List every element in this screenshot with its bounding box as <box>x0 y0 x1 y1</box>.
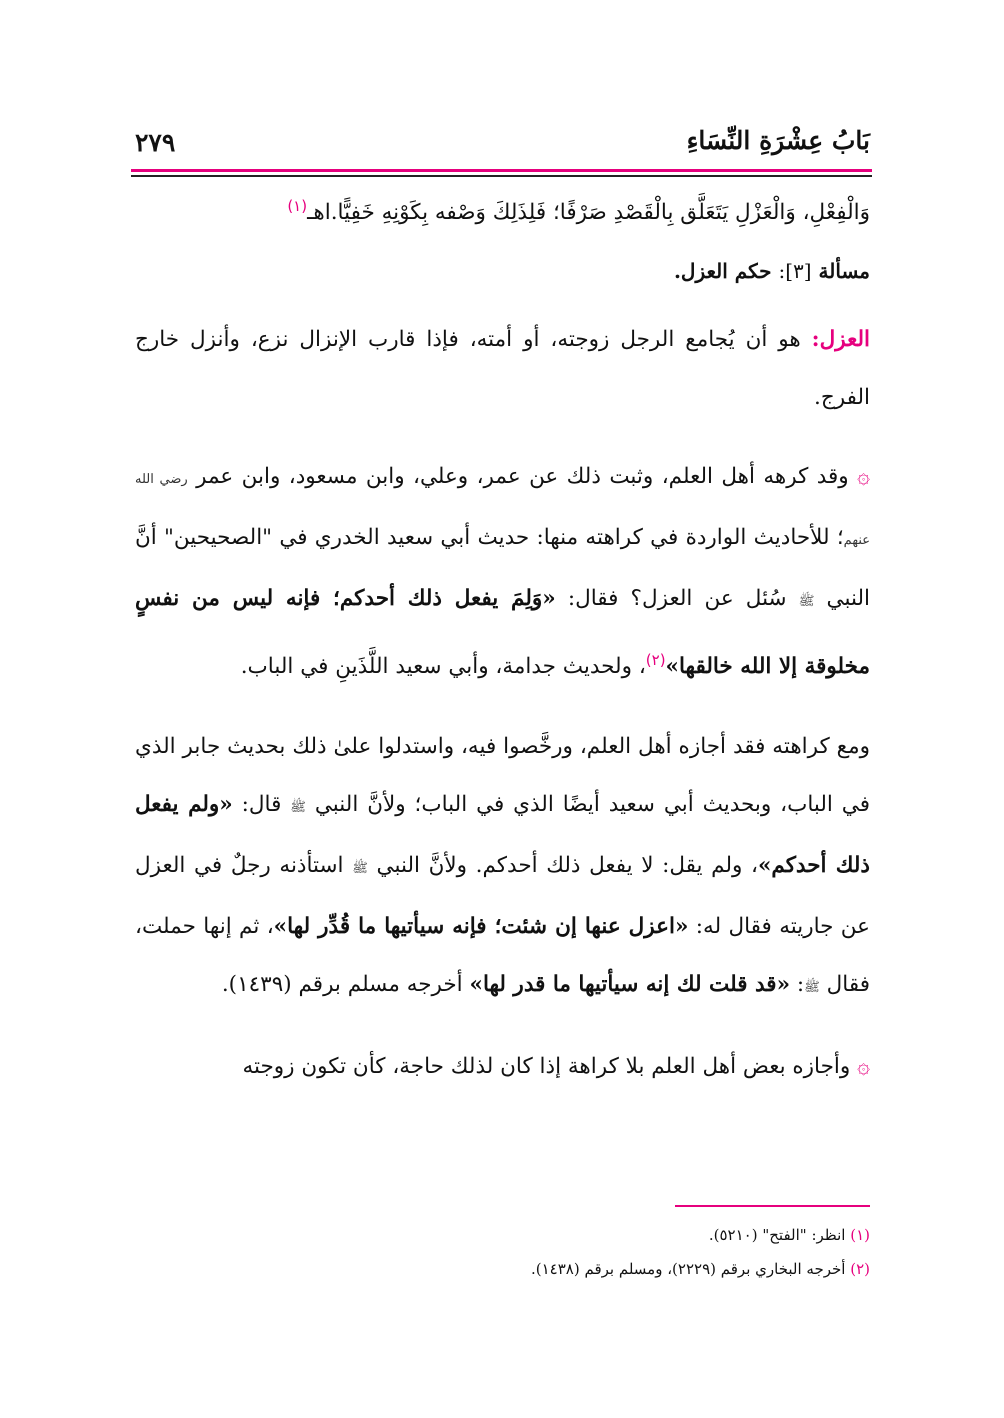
footnote-separator <box>675 1205 870 1207</box>
issue-heading <box>135 253 870 289</box>
footnote-text: انظر: "الفتح" (٥٢١٠). <box>708 1226 846 1244</box>
issue-title: حكم العزل. <box>673 259 772 284</box>
page-header <box>135 124 870 164</box>
hadith-quote: «اعزل عنها إن شئت؛ فإنه سيأتيها ما قُدِّر لها» <box>273 913 689 939</box>
intro-line <box>135 180 870 239</box>
flower-ornament-icon: ۞ <box>857 1054 870 1080</box>
footnote-2 <box>135 1252 870 1286</box>
page-body <box>135 180 870 1114</box>
paragraph-need <box>135 1038 870 1096</box>
footnote-number: (١) <box>850 1226 870 1244</box>
definition-paragraph <box>135 311 870 427</box>
para2-text1: وقد كرهه أهل العلم، وثبت ذلك عن عمر، وعلي، وابن مسعود، وابن عمر <box>196 464 849 490</box>
footnotes <box>135 1218 870 1286</box>
header-rule-black <box>131 175 872 177</box>
footnote-number: (٢) <box>850 1260 870 1278</box>
paragraph-permission <box>135 718 870 1017</box>
para4-text: وأجازه بعض أهل العلم بلا كراهة إذا كان لذلك حاجة، كأن تكون زوجته <box>242 1054 851 1080</box>
footnote-1 <box>135 1218 870 1252</box>
honorific-glyph: رضي الله عنهم <box>135 472 870 549</box>
defined-term: العزل: <box>811 326 870 352</box>
para2-text2: ؛ للأحاديث الواردة في كراهته منها: حديث أبي سعيد الخدري في "الصحيحين" أنَّ النبي <box>135 525 870 612</box>
para3-text4: استأذنه رجلٌ في العزل عن جاريته فقال له: <box>135 852 870 939</box>
intro-text: وَالْفِعْلِ، وَالْعَزْلِ يَتَعَلَّق بِالْقَصْدِ صَرْفًا؛ فَلِذَلِكَ وَصْفه بِكَوْنِهِ خَفِيًّا.اهـ <box>307 200 870 226</box>
honorific-glyph: ﷺ <box>290 799 306 815</box>
paragraph-hadith-dislike <box>135 448 870 696</box>
para2-text4: ، ولحديث جدامة، وأبي سعيد اللَّذَينِ في الباب. <box>240 654 646 680</box>
para3-text6: : <box>796 971 805 997</box>
para3-text5: ، ثم إنها حملت، فقال <box>135 913 870 997</box>
chapter-title: بَابُ عِشْرَةِ النِّسَاءِ <box>686 126 870 155</box>
honorific-glyph: ﷺ <box>352 860 368 876</box>
page-number: ٢٧٩ <box>135 128 176 157</box>
honorific-glyph: ﷺ <box>798 594 815 610</box>
para3-text2: قال: <box>241 791 282 817</box>
hadith-quote: «قد قلت لك إنه سيأتيها ما قدر لها» <box>469 971 791 997</box>
definition-text: هو أن يُجامع الرجل زوجته، أو أمته، فإذا قارب الإنزال نزع، وأنزل خارج الفرج. <box>135 326 870 410</box>
para2-text3: سُئل عن العزل؟ فقال: <box>567 586 787 612</box>
header-rule-pink <box>131 169 872 172</box>
para3-text3: ، ولم يقل: لا يفعل ذلك أحدكم. ولأنَّ النبي <box>376 852 758 878</box>
footnote-ref-2[interactable]: (٢) <box>645 651 666 670</box>
flower-ornament-icon: ۞ <box>857 464 871 490</box>
footnote-ref-1[interactable]: (١) <box>287 197 308 215</box>
para3-text1: ومع كراهته فقد أجازه أهل العلم، ورخَّصوا فيه، واستدلوا علىٰ ذلك بحديث جابر الذي في الباب، وبحديث أبي سعيد أيضًا الذي في الباب؛ ولأنَّ النبي <box>135 733 870 817</box>
hadith-quote: «وَلِمَ يفعل ذلك أحدكم؛ فإنه ليس من نفسٍ مخلوقة إلا الله خالقها» <box>135 586 870 680</box>
issue-number: [٣]: <box>778 259 812 284</box>
hadith-quote: «ولم يفعل ذلك أحدكم» <box>135 791 871 878</box>
para3-text7: أخرجه مسلم برقم (١٤٣٩). <box>221 971 463 997</box>
footnote-text: أخرجه البخاري برقم (٢٢٢٩)، ومسلم برقم (١٤٣٨). <box>530 1260 846 1278</box>
issue-label: مسألة <box>818 259 870 284</box>
honorific-glyph: ﷺ <box>804 979 820 995</box>
